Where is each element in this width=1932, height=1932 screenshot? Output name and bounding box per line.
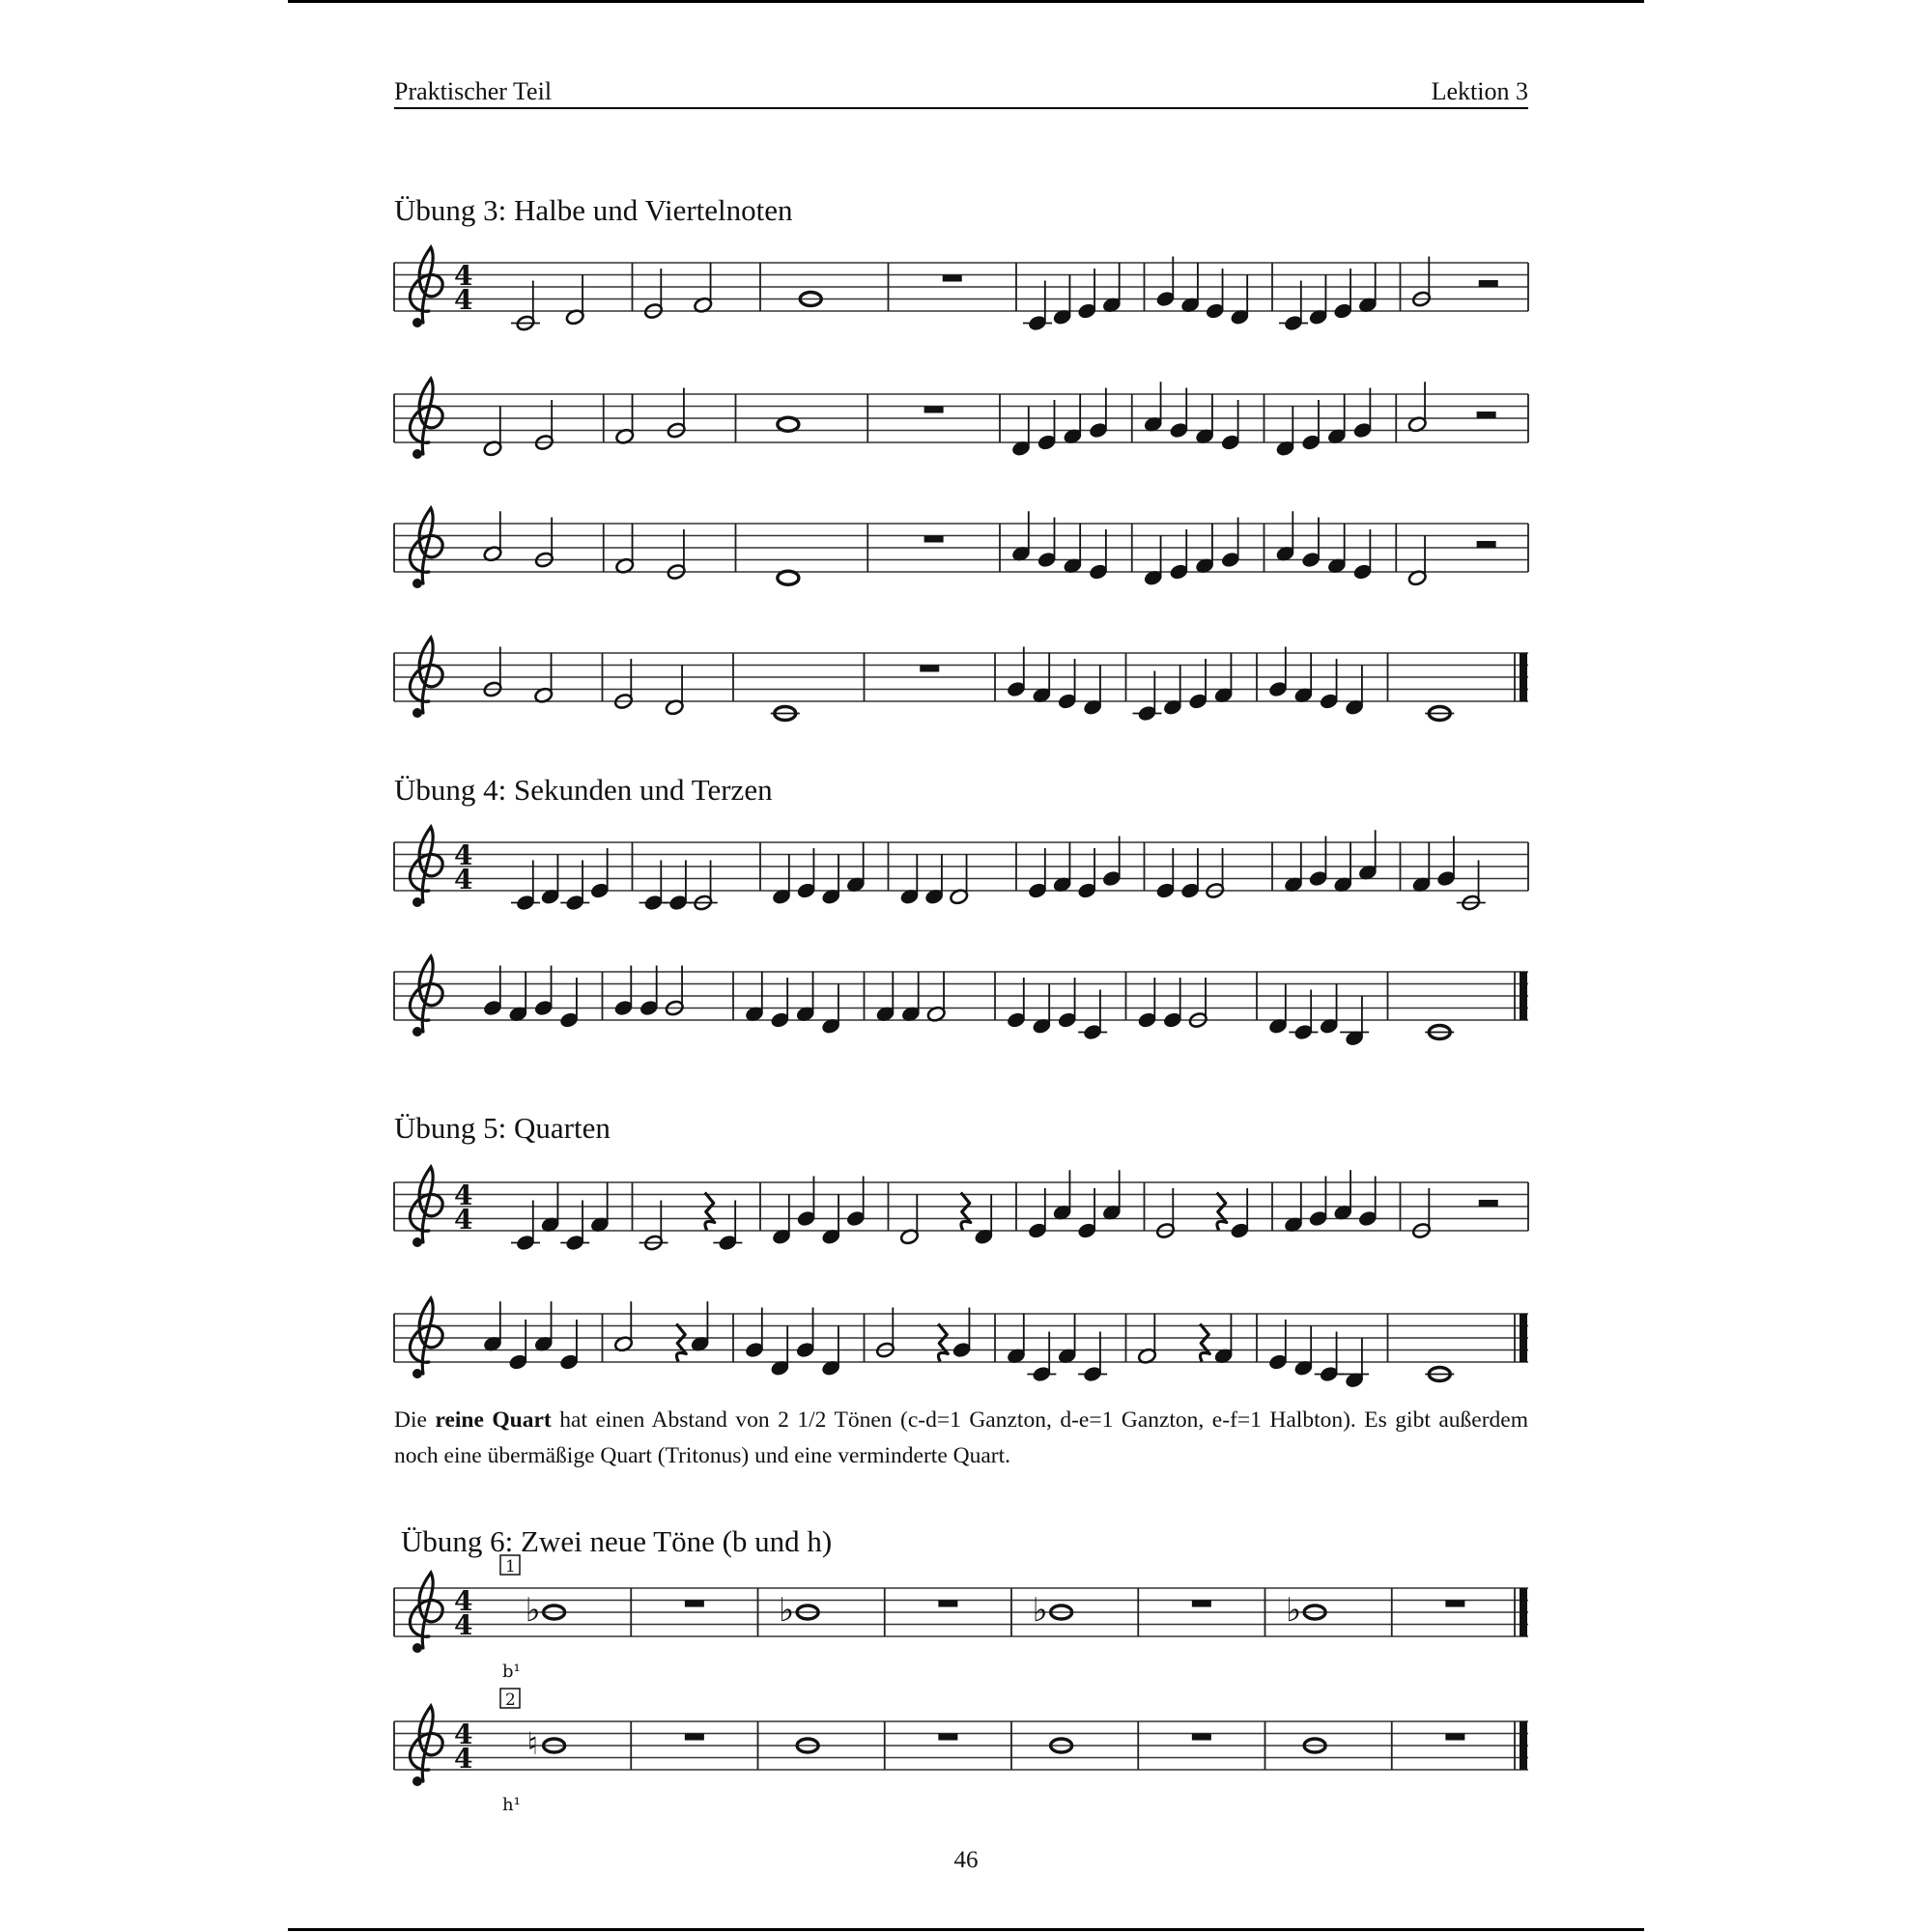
- note: [613, 1301, 634, 1352]
- note: [590, 1182, 611, 1234]
- note: [1308, 1177, 1328, 1228]
- note: [1205, 848, 1225, 899]
- quarter-rest: [938, 1324, 948, 1362]
- quarter-rest: [961, 1193, 971, 1231]
- note: [796, 1177, 816, 1228]
- note: [483, 647, 503, 698]
- note: [974, 1194, 994, 1245]
- note: [1358, 830, 1378, 881]
- note: [1221, 518, 1241, 569]
- note: [1195, 394, 1215, 445]
- note: [1077, 848, 1097, 899]
- note: [1155, 1188, 1176, 1239]
- note: [952, 1308, 972, 1359]
- note: [1137, 978, 1157, 1029]
- note: [693, 861, 713, 912]
- note: [1319, 1332, 1339, 1383]
- note: [1028, 281, 1048, 332]
- note: [590, 848, 611, 899]
- page-number: 46: [953, 1847, 979, 1873]
- note: [1407, 535, 1428, 586]
- flat-sign: ♭: [1032, 1591, 1048, 1630]
- time-signature-bottom: 4: [454, 1609, 473, 1641]
- note: [693, 263, 713, 314]
- note: [1102, 837, 1122, 888]
- running-header-right: Lektion 3: [1431, 77, 1528, 105]
- clef-dot: [412, 1643, 422, 1653]
- time-signature-top: 4: [454, 1719, 473, 1750]
- note: [559, 1320, 580, 1371]
- clef-dot: [412, 1027, 422, 1037]
- note: [540, 1182, 560, 1234]
- time-signature-top: 4: [454, 260, 473, 292]
- time-signature-top: 4: [454, 1585, 473, 1617]
- note: [1052, 842, 1072, 894]
- note: [534, 400, 554, 451]
- whole-rest: [924, 536, 944, 543]
- note: [1083, 1332, 1103, 1383]
- whole-rest: [943, 275, 962, 282]
- note: [1275, 511, 1295, 562]
- note: [1028, 1188, 1048, 1239]
- note: [665, 665, 685, 716]
- note-name-label: h¹: [502, 1795, 521, 1815]
- time-signature-bottom: 4: [454, 864, 473, 895]
- clef-dot: [412, 1369, 422, 1378]
- note: [1319, 983, 1339, 1035]
- note: [1163, 978, 1183, 1029]
- note: [483, 406, 503, 457]
- note: [508, 1320, 528, 1371]
- clef-dot: [412, 579, 422, 588]
- note: [613, 966, 634, 1017]
- note: [875, 1308, 895, 1359]
- note: [1057, 978, 1077, 1029]
- note: [643, 861, 664, 912]
- note: [1230, 1188, 1250, 1239]
- paragraph-text: Die: [394, 1407, 436, 1433]
- note: [667, 388, 687, 440]
- whole-rest: [1445, 1734, 1464, 1741]
- note: [926, 972, 947, 1023]
- quarter-rest: [676, 1324, 686, 1362]
- note: [778, 571, 799, 584]
- note: [533, 1301, 554, 1352]
- half-rest: [1477, 412, 1496, 418]
- note: [1007, 647, 1027, 698]
- note: [1411, 257, 1432, 308]
- whole-rest: [920, 666, 939, 672]
- note: [1011, 511, 1032, 562]
- exercise-title: Übung 5: Quarten: [394, 1111, 611, 1145]
- note: [1077, 269, 1097, 320]
- note: [1155, 848, 1176, 899]
- note: [1358, 263, 1378, 314]
- note: [899, 854, 920, 905]
- whole-rest: [938, 1734, 957, 1741]
- note: [772, 854, 792, 905]
- half-rest: [1479, 280, 1498, 287]
- note: [795, 1308, 815, 1359]
- flat-sign: ♭: [525, 1591, 541, 1630]
- note: [516, 281, 536, 332]
- whole-rest: [1192, 1734, 1211, 1741]
- note: [516, 861, 536, 912]
- quarter-rest: [705, 1193, 715, 1231]
- note: [745, 972, 765, 1023]
- note: [821, 854, 841, 905]
- note: [1352, 388, 1373, 440]
- note: [924, 854, 945, 905]
- note: [533, 966, 554, 1017]
- note: [1293, 653, 1314, 704]
- note: [1308, 274, 1328, 326]
- exercise-title: Übung 4: Sekunden und Terzen: [394, 773, 773, 807]
- final-thick-barline: [1520, 653, 1527, 701]
- note: [1333, 1170, 1353, 1221]
- note: [875, 972, 895, 1023]
- note: [1205, 269, 1225, 320]
- note: [1301, 400, 1321, 451]
- clef-dot: [412, 1237, 422, 1247]
- note: [643, 269, 664, 320]
- note: [1327, 394, 1348, 445]
- clef-dot: [412, 449, 422, 459]
- note: [1037, 518, 1057, 569]
- note: [533, 653, 554, 704]
- note: [1358, 1177, 1378, 1228]
- note: [1436, 837, 1457, 888]
- note: [1188, 659, 1208, 710]
- note: [1089, 529, 1109, 581]
- note: [1052, 274, 1072, 326]
- whole-rest: [1192, 1601, 1211, 1607]
- note: [690, 1301, 710, 1352]
- explanation-paragraph: [394, 1403, 1528, 1474]
- note: [821, 983, 841, 1035]
- note: [1327, 524, 1348, 575]
- whole-rest: [685, 1601, 704, 1607]
- flat-sign: ♭: [779, 1591, 795, 1630]
- note: [1268, 983, 1289, 1035]
- note: [770, 1325, 790, 1377]
- note: [1089, 388, 1109, 440]
- note: [1213, 653, 1234, 704]
- note: [1352, 529, 1373, 581]
- whole-rest: [1445, 1601, 1464, 1607]
- note: [1137, 1314, 1157, 1365]
- note: [1155, 257, 1176, 308]
- note: [667, 529, 687, 581]
- note: [745, 1308, 765, 1359]
- note: [770, 978, 790, 1029]
- note: [483, 1301, 503, 1352]
- note: [1333, 842, 1353, 894]
- note: [1411, 1188, 1432, 1239]
- final-thick-barline: [1520, 972, 1527, 1020]
- note: [1221, 400, 1241, 451]
- note: [1032, 983, 1052, 1035]
- note: [1284, 842, 1304, 894]
- notehead: [778, 417, 799, 431]
- note: [1032, 1332, 1052, 1383]
- note: [846, 842, 867, 894]
- final-thick-barline: [1520, 1314, 1527, 1362]
- whole-rest: [685, 1734, 704, 1741]
- note: [1163, 665, 1183, 716]
- time-signature-bottom: 4: [454, 284, 473, 316]
- final-thick-barline: [1520, 1588, 1527, 1636]
- note: [1301, 518, 1321, 569]
- note: [565, 274, 585, 326]
- note: [795, 972, 815, 1023]
- paragraph-term: reine Quart: [435, 1407, 552, 1433]
- note: [1037, 400, 1057, 451]
- note: [1230, 274, 1250, 326]
- note: [1268, 1320, 1289, 1371]
- note: [614, 524, 635, 575]
- note: [665, 966, 685, 1017]
- note: [559, 978, 580, 1029]
- half-rest: [1477, 541, 1496, 548]
- note: [1083, 990, 1103, 1041]
- quarter-rest: [1200, 1324, 1209, 1362]
- flat-sign: ♭: [1286, 1591, 1302, 1630]
- note: [1407, 382, 1428, 433]
- note: [1268, 647, 1289, 698]
- note: [796, 848, 816, 899]
- paragraph-text: hat einen Abstand von 2 1/2 Tönen (c-d=1 Ganzton, d-e=1 Ganzton, e-f=1 Halbton). Es gibt außerdem noch eine übermäßige Quart (Tritonus) und eine verminderte Quart.: [394, 1407, 1528, 1468]
- note: [1057, 659, 1077, 710]
- exercise-title: Übung 6: Zwei neue Töne (b und h): [401, 1524, 833, 1558]
- note: [1180, 263, 1201, 314]
- note: [821, 1194, 841, 1245]
- note: [1083, 665, 1103, 716]
- note: [1057, 1314, 1077, 1365]
- note: [1284, 1182, 1304, 1234]
- note: [1319, 659, 1339, 710]
- measure-number: 2: [505, 1690, 516, 1710]
- whole-rest: [938, 1601, 957, 1607]
- clef-dot: [412, 318, 422, 327]
- note: [1188, 978, 1208, 1029]
- note: [1293, 990, 1314, 1041]
- note: [1275, 406, 1295, 457]
- note: [1169, 388, 1189, 440]
- note: [821, 1325, 841, 1377]
- note: [643, 1201, 664, 1252]
- note: [1213, 1314, 1234, 1365]
- note: [1308, 837, 1328, 888]
- note-name-label: b¹: [502, 1662, 521, 1682]
- note: [1032, 653, 1052, 704]
- note: [1143, 382, 1163, 433]
- note: [1137, 671, 1157, 723]
- time-signature-top: 4: [454, 839, 473, 871]
- note: [614, 394, 635, 445]
- notehead: [778, 571, 799, 584]
- note: [949, 854, 969, 905]
- note: [1284, 281, 1304, 332]
- note: [1007, 978, 1027, 1029]
- quarter-rest: [1217, 1193, 1227, 1231]
- note: [899, 1194, 920, 1245]
- note: [483, 511, 503, 562]
- time-signature-top: 4: [454, 1179, 473, 1211]
- note: [639, 966, 660, 1017]
- note: [1011, 406, 1032, 457]
- note: [516, 1201, 536, 1252]
- note: [1028, 848, 1048, 899]
- note: [1345, 665, 1365, 716]
- note: [613, 659, 634, 710]
- time-signature-bottom: 4: [454, 1743, 473, 1775]
- note: [1077, 1188, 1097, 1239]
- note: [1461, 861, 1481, 912]
- note: [772, 1194, 792, 1245]
- clef-dot: [412, 897, 422, 907]
- note: [668, 861, 689, 912]
- note: [534, 518, 554, 569]
- note: [1411, 842, 1432, 894]
- note: [1102, 263, 1122, 314]
- final-thick-barline: [1520, 1721, 1527, 1770]
- clef-dot: [412, 708, 422, 718]
- running-header-left: Praktischer Teil: [394, 77, 553, 105]
- natural-sign: ♮: [526, 1725, 539, 1762]
- note: [1102, 1170, 1122, 1221]
- note: [565, 861, 585, 912]
- note: [540, 854, 560, 905]
- note: [565, 1201, 585, 1252]
- note: [1333, 269, 1353, 320]
- note: [1063, 524, 1083, 575]
- note: [483, 966, 503, 1017]
- clef-dot: [412, 1776, 422, 1786]
- note: [1052, 1170, 1072, 1221]
- note: [1007, 1314, 1027, 1365]
- exercise-title: Übung 3: Halbe und Viertelnoten: [394, 193, 793, 227]
- note: [1180, 848, 1201, 899]
- note: [1143, 535, 1163, 586]
- half-rest: [1479, 1200, 1498, 1207]
- note: [1169, 529, 1189, 581]
- note: [901, 972, 922, 1023]
- note: [846, 1177, 867, 1228]
- note: [1345, 996, 1365, 1047]
- note: [1345, 1338, 1365, 1389]
- note: [1293, 1325, 1314, 1377]
- time-signature-bottom: 4: [454, 1204, 473, 1236]
- whole-rest: [924, 407, 944, 413]
- note: [718, 1201, 738, 1252]
- note: [1063, 394, 1083, 445]
- note: [1195, 524, 1215, 575]
- note: [778, 417, 799, 431]
- measure-number: 1: [505, 1557, 516, 1577]
- note: [508, 972, 528, 1023]
